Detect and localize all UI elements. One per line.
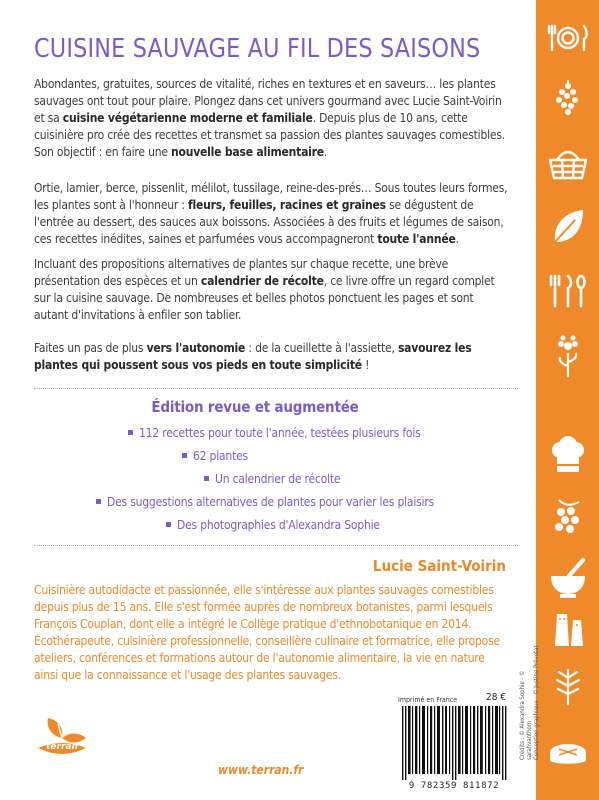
basket-icon [545, 140, 591, 186]
chef-hat-icon [545, 432, 591, 478]
book-title: CUISINE SAUVAGE AU FIL DES SAISONS [34, 34, 481, 64]
feature-item: 112 recettes pour toute l'année, testées plusieurs fois [128, 426, 421, 440]
leaf-icon [545, 204, 591, 250]
author-bio: Cuisinière autodidacte et passionnée, elle s'intéresse aux plantes sauvages comestibles depuis plus de 15 ans. Elle s'est formée auprès de nombreux botanistes, parmi lesquels François Couplan, dont elle a intégré le Collège pratique d'ethnobotanique en 2014. Écothérapeute, cuisinière professionnelle, conseillère culinaire et formatrice, elle propose ateliers, conférences et formations autour de l'autonomie alimentaire, la vie en nature ainsi que la connaissance et l'usage des plantes sauvages. [34, 583, 500, 682]
website-link[interactable]: www.terran.fr [218, 763, 304, 777]
pie-icon [545, 732, 591, 778]
author-name: Lucie Saint-Voirin [372, 557, 506, 575]
plate-cutlery-icon [545, 14, 591, 60]
intro-paragraph: Abondantes, gratuites, sources de vitalité, riches en textures et en saveurs… les plantes sauvages ont tout pour plaire. Plongez dans cet univers gourmand avec Lucie Saint-Voirin et sa cuisine végétarienne moderne et familiale. Depuis plus de 10 ans, cette cuisinière pro crée des recettes et transmet sa passion des plantes sauvages comestibles. Son objectif : en faire une nouvelle base alimentaire. [34, 77, 506, 159]
credits: Crédits : © Alexandra Sophie - © sarahvanthom Conception graphique : © Justine Prévotat [519, 645, 540, 760]
calendar-paragraph: Incluant des propositions alternatives de plantes sur chaque recette, une brève présentation des espèces et un calendrier de récolte, ce livre offre un regard complet sur la cuisine sauvage. De nombreuses et belles photos ponctuent les pages et sont autant d'invitations à enfiler son tablier. [34, 257, 495, 322]
bullet-icon [128, 430, 133, 435]
cutlery-icon [545, 268, 591, 314]
bullet-icon [182, 453, 187, 458]
edition-heading: Édition revue et augmentée [151, 398, 359, 416]
feature-item: Des suggestions alternatives de plantes pour varier les plaisirs [96, 495, 434, 509]
mortar-icon [545, 556, 591, 602]
salt-pepper-icon [545, 606, 591, 652]
divider [34, 545, 518, 547]
publisher-logo-text: terran [46, 742, 78, 752]
feature-item: Un calendrier de récolte [204, 472, 340, 486]
price: 28 € [486, 692, 507, 703]
plants-paragraph: Ortie, lamier, berce, pissenlit, mélilot, tussilage, reine-des-prés… Sous toutes leurs formes, les plantes sont à l'honneur : fleurs, feuilles, racines et graines se dégustent de l'entrée au dessert, des sauces aux boissons. Associées à des fruits et légumes de saison, ces recettes inédites, saines et parfumées vous accompagneront toute l'année. [34, 181, 508, 246]
feature-item: Des photographies d'Alexandra Sophie [166, 518, 380, 532]
autonomy-paragraph: Faites un pas de plus vers l'autonomie : de la cueillette à l'assiette, savourez les plantes qui poussent sous vos pieds en toute simplicité ! [34, 341, 472, 372]
bullet-icon [96, 499, 101, 504]
divider [34, 388, 518, 390]
currants-icon [545, 494, 591, 540]
herb-icon [545, 664, 591, 710]
flower-icon [545, 334, 591, 380]
feature-item: 62 plantes [182, 449, 248, 463]
isbn-number: 9 782359 811872 [408, 781, 500, 791]
barcode [398, 706, 510, 780]
bullet-icon [204, 476, 209, 481]
bullet-icon [166, 522, 171, 527]
publisher-logo [34, 708, 90, 766]
printed-in: Imprimé en France [398, 696, 458, 704]
berries-icon [545, 76, 591, 122]
